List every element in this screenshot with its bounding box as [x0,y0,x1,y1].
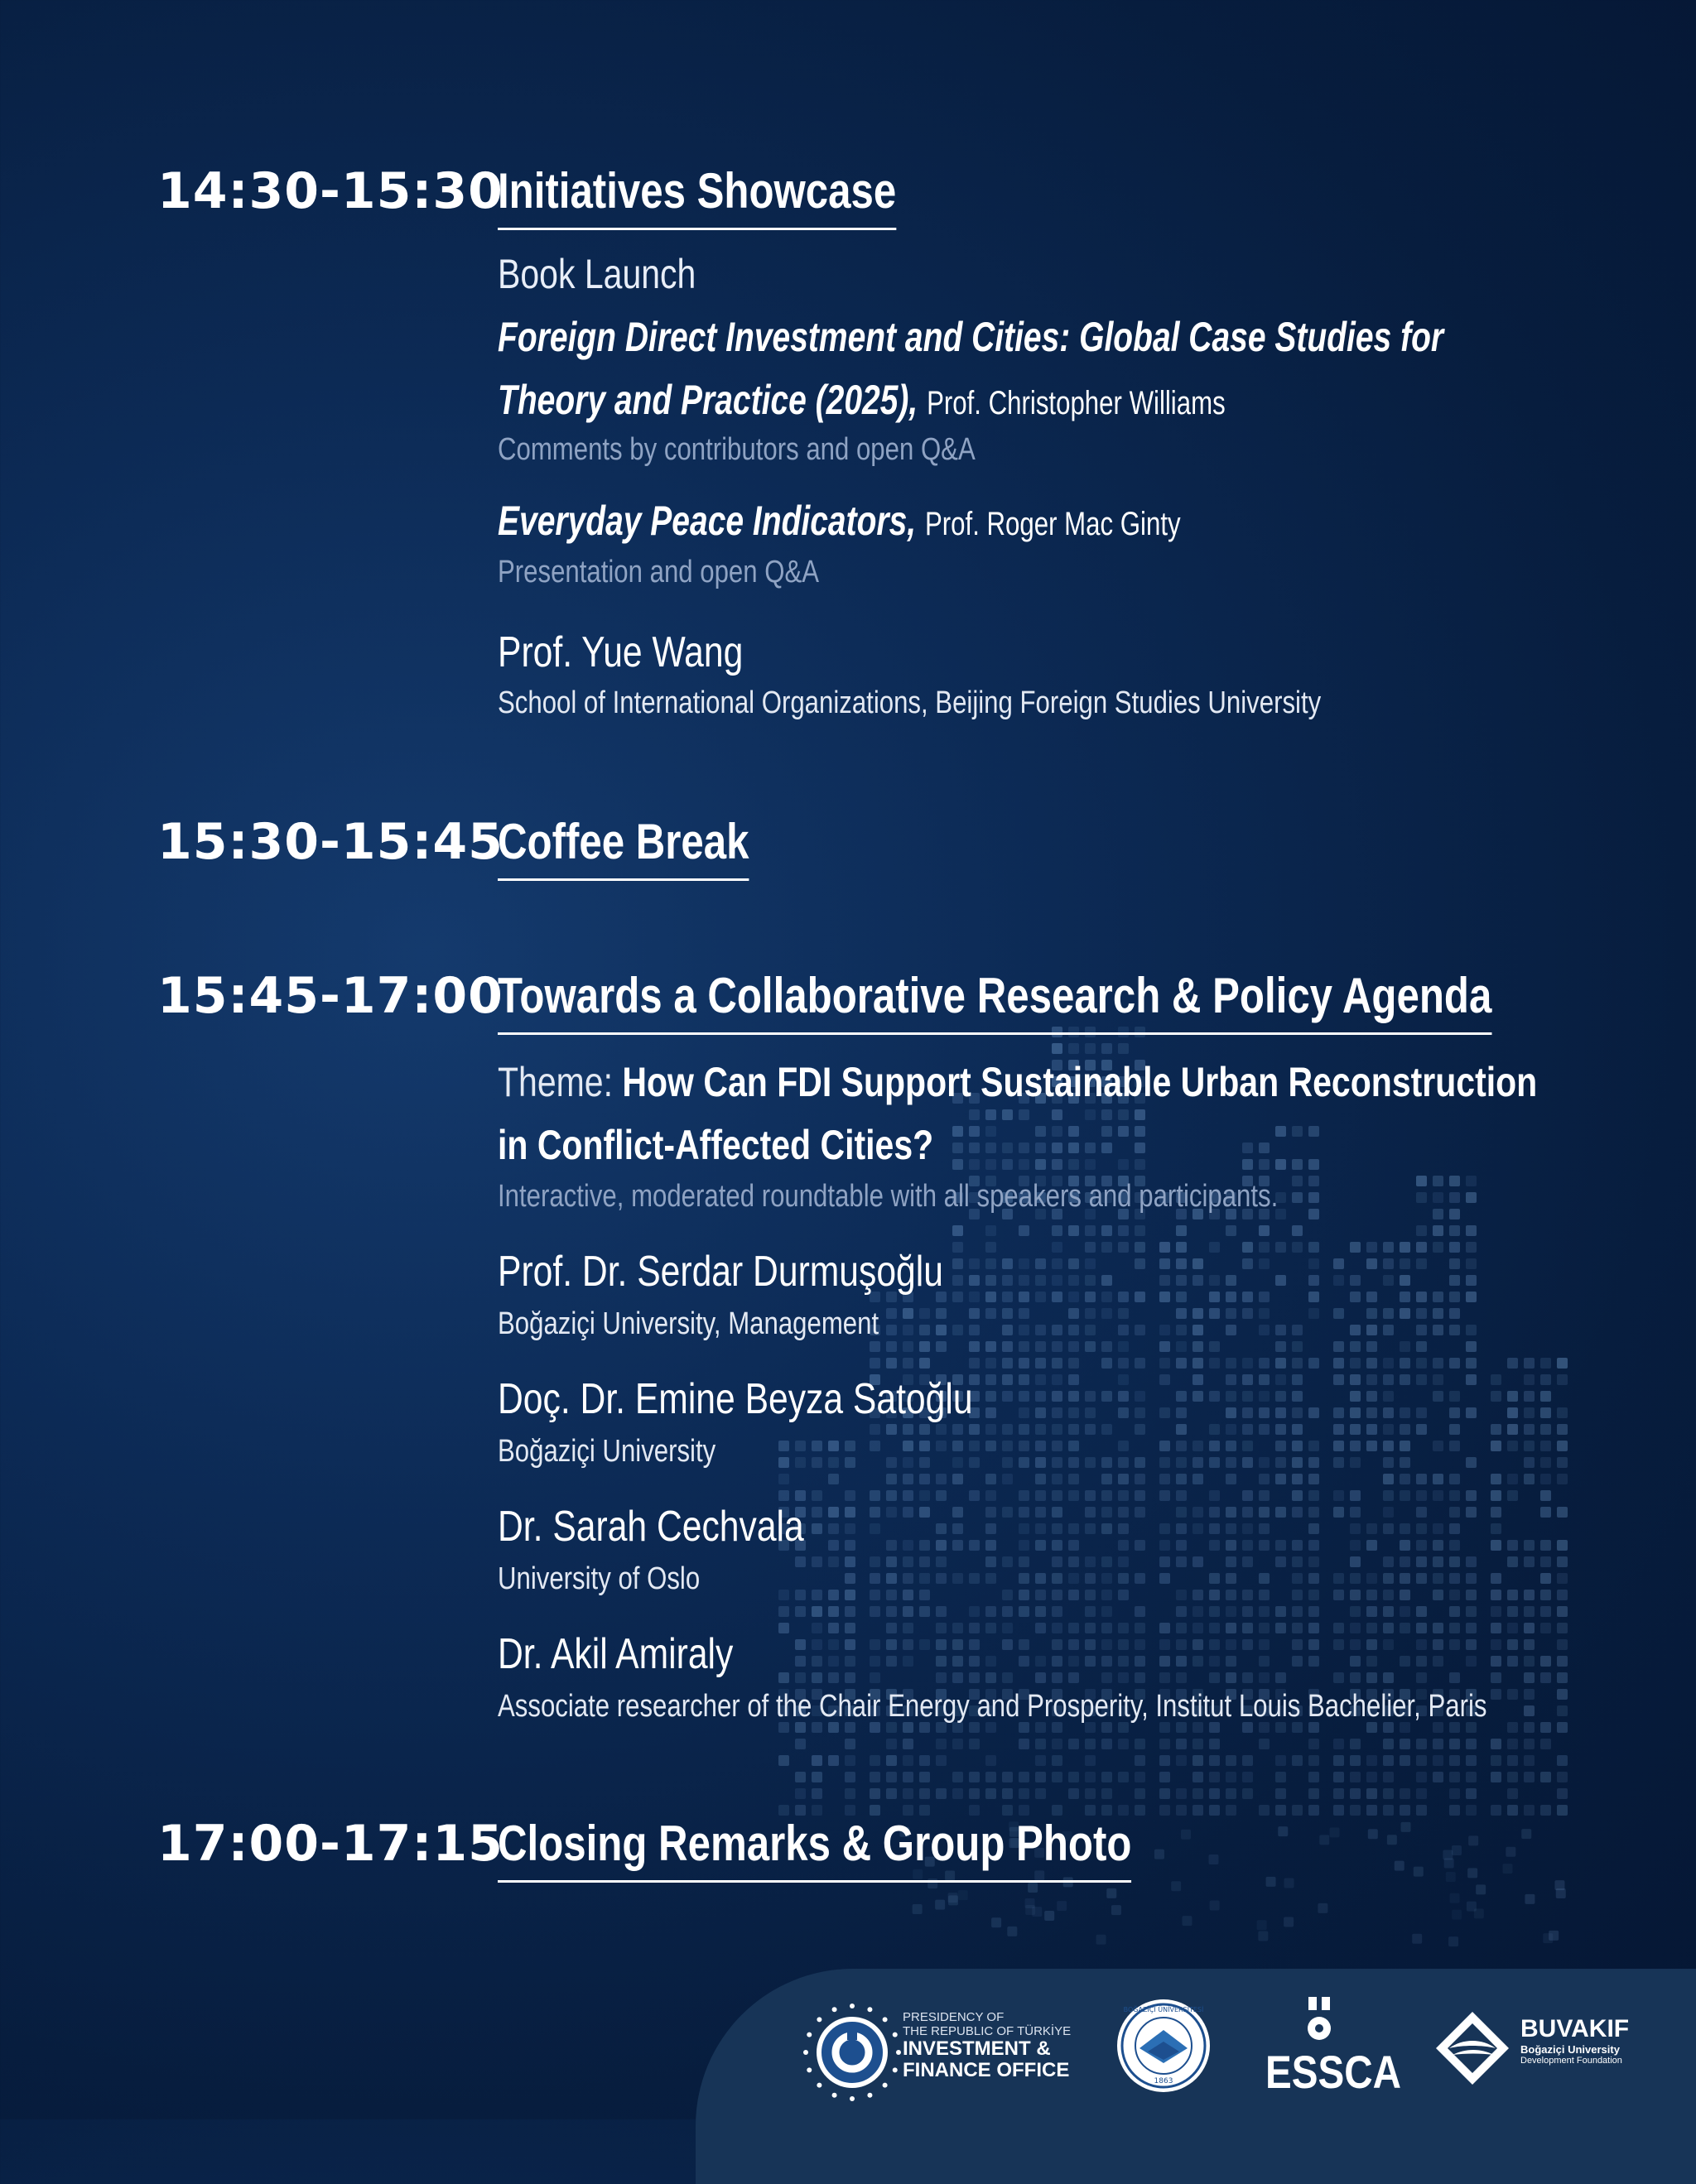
session-title: Coffee Break [498,813,749,881]
speaker-affiliation: Boğaziçi University [498,1434,716,1469]
speaker-name: Dr. Sarah Cechvala [498,1503,804,1551]
session-time: 15:45-17:00 [157,967,504,1025]
bogazici-university-seal-icon [1115,1997,1212,2095]
investment-office-text [903,2010,1071,2081]
book-launch-label: Book Launch [498,251,696,297]
theme-question-2: in Conflict-Affected Cities? [498,1122,934,1168]
speaker-affiliation: Associate researcher of the Chair Energy and Prosperity, Institut Louis Bachelier, Paris [498,1689,1487,1724]
session-title: Towards a Collaborative Research & Policy Agenda [498,967,1491,1035]
book-note: Comments by contributors and open Q&A [498,432,976,467]
seal-year: 1863 [1154,2077,1173,2085]
speaker-name: Doç. Dr. Emine Beyza Satoğlu [498,1375,973,1423]
speaker-name: Prof. Dr. Serdar Durmuşoğlu [498,1248,943,1296]
speaker-name: Dr. Akil Amiraly [498,1630,734,1678]
speaker-affiliation: Boğaziçi University, Management [498,1306,879,1341]
session-title: Closing Remarks & Group Photo [498,1815,1131,1883]
theme-label: Theme: [498,1059,614,1105]
session-time: 14:30-15:30 [157,162,504,220]
book-title-line-2 [498,376,1226,424]
buvakif-line-2: Boğaziçi University [1520,2043,1620,2056]
buvakif-name: BUVAKIF [1520,2015,1630,2042]
session-title: Initiatives Showcase [498,162,896,230]
book-title-line-2-text: Theory and Practice (2025), [498,377,918,423]
io-line-1: PRESIDENCY OF [903,2010,1005,2024]
essca-key-icon [1298,1997,1340,2043]
io-line-2: THE REPUBLIC OF TÜRKİYE [903,2024,1072,2038]
essca-wordmark: ESSCA [1265,2046,1401,2098]
io-line-3: INVESTMENT & [903,2037,1051,2060]
speaker-affiliation: University of Oslo [498,1561,701,1596]
theme-line-2 [498,1121,933,1169]
buvakif-line-3: Development Foundation [1520,2056,1622,2066]
buvakif-logo-icon [1433,2008,1512,2088]
book-title-line-1: Foreign Direct Investment and Cities: Global Case Studies for [498,314,1444,360]
session-time: 15:30-15:45 [157,813,504,871]
roundtable-note: Interactive, moderated roundtable with all speakers and participants. [498,1179,1279,1214]
investment-office-logo-icon [798,1999,906,2106]
epi-author: Prof. Roger Mac Ginty [924,506,1181,542]
theme-line-1 [498,1058,1537,1106]
session-time: 17:00-17:15 [157,1815,504,1873]
book-author: Prof. Christopher Williams [927,385,1226,421]
epi-note: Presentation and open Q&A [498,555,820,589]
buvakif-text [1520,2015,1629,2066]
io-line-4: FINANCE OFFICE [903,2059,1070,2081]
speaker-name: Prof. Yue Wang [498,628,744,676]
epi-title: Everyday Peace Indicators, [498,498,917,544]
theme-question-1: How Can FDI Support Sustainable Urban Reconstruction [622,1059,1538,1105]
speaker-affiliation: School of International Organizations, Beijing Foreign Studies University [498,686,1322,720]
epi-line [498,497,1181,545]
seal-ring-text: BOĞAZİÇİ ÜNİVERSİTESİ [1123,2006,1204,2013]
